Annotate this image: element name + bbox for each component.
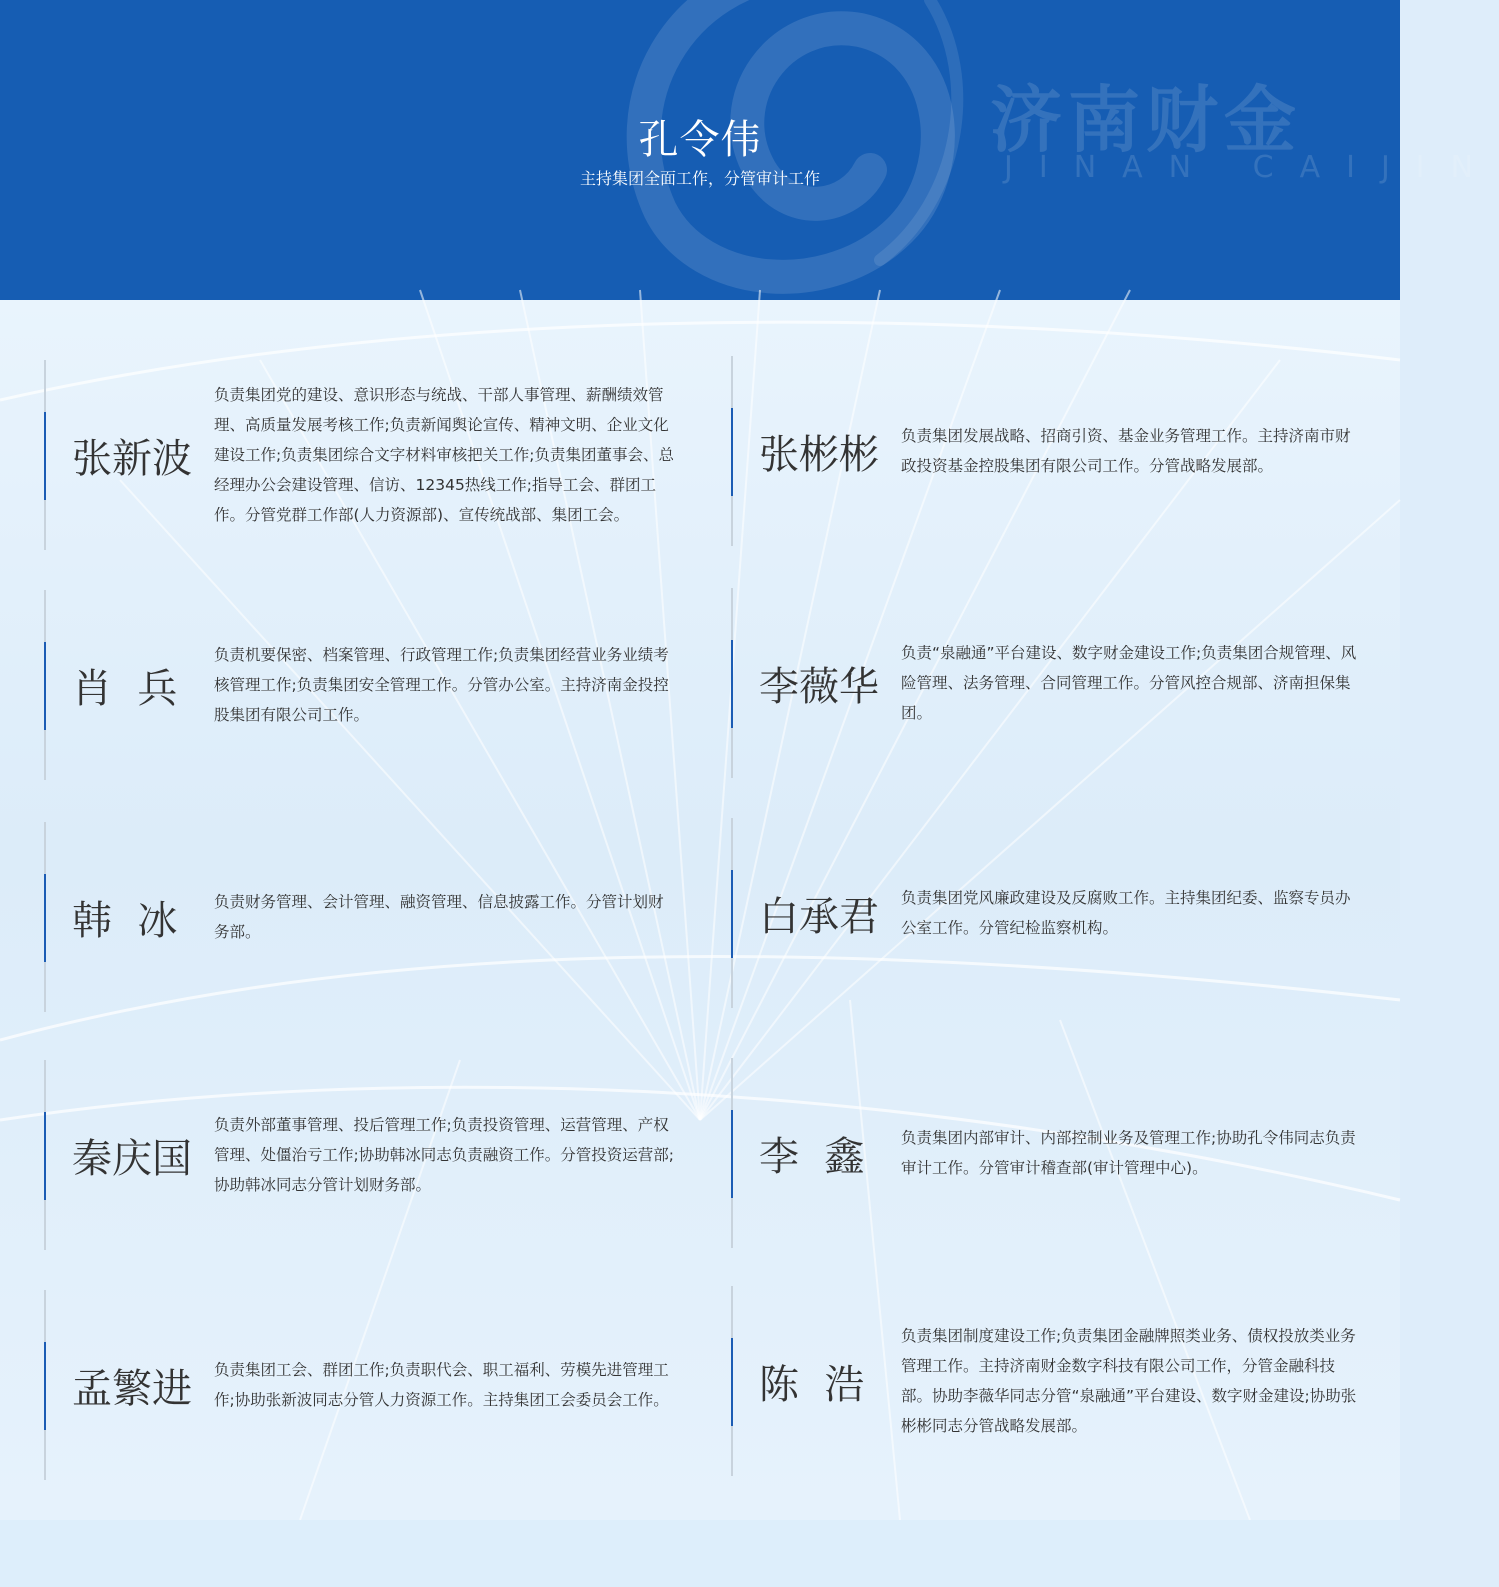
member-name: 秦庆国 [72, 1135, 192, 1182]
member-card [44, 1060, 684, 1250]
brand-watermark-en: JINAN CAIJIN [1004, 150, 1499, 185]
member-name: 张新波 [72, 435, 192, 482]
member-card [731, 588, 1371, 778]
member-card [731, 1286, 1371, 1476]
leader-duty: 主持集团全面工作，分管审计工作 [579, 169, 820, 188]
member-card [44, 590, 684, 780]
member-name: 孟繁进 [72, 1365, 192, 1412]
brand-watermark-cn: 济南财金 [990, 78, 1303, 162]
member-duty: 负责财务管理、会计管理、融资管理、信息披露工作。分管计划财务部。 [214, 893, 664, 941]
member-duty: 负责外部董事管理、投后管理工作;负责投资管理、运营管理、产权管理、处僵治亏工作;协助韩冰同志负责融资工作。分管投资运营部;协助韩冰同志分管计划财务部。 [214, 1116, 674, 1194]
member-card [44, 1290, 684, 1480]
page-footer-band [0, 1520, 1400, 1587]
member-card [44, 822, 684, 1012]
member-name: 陈 浩 [759, 1361, 865, 1408]
member-duty: 负责集团党风廉政建设及反腐败工作。主持集团纪委、监察专员办公室工作。分管纪检监察机构。 [901, 889, 1351, 937]
card-accent-bar [731, 870, 733, 958]
member-card [731, 1058, 1371, 1248]
card-accent-bar [44, 642, 46, 730]
member-card [731, 356, 1371, 546]
member-duty: 负责“泉融通”平台建设、数字财金建设工作;负责集团合规管理、风险管理、法务管理、合同管理工作。分管风控合规部、济南担保集团。 [901, 644, 1357, 722]
member-name: 李薇华 [759, 663, 879, 710]
member-name: 李 鑫 [759, 1133, 865, 1180]
member-name: 张彬彬 [759, 431, 879, 478]
card-accent-bar [731, 640, 733, 728]
member-duty: 负责集团党的建设、意识形态与统战、干部人事管理、薪酬绩效管理、高质量发展考核工作;负责新闻舆论宣传、精神文明、企业文化建设工作;负责集团综合文字材料审核把关工作;负责集团董事会、总经理办公会建设管理、信访、12345热线工作;指导工会、群团工作。分管党群工作部(人力资源部)、宣传统战部、集团工会。 [214, 386, 674, 524]
member-duty: 负责机要保密、档案管理、行政管理工作;负责集团经营业务业绩考核管理工作;负责集团安全管理工作。分管办公室。主持济南金投控股集团有限公司工作。 [214, 646, 669, 724]
member-name: 韩 冰 [72, 897, 178, 944]
card-accent-bar [44, 1112, 46, 1200]
member-duty: 负责集团工会、群团工作;负责职代会、职工福利、劳模先进管理工作;协助张新波同志分管人力资源工作。主持集团工会委员会工作。 [214, 1361, 669, 1409]
header-banner [0, 0, 1499, 300]
member-duty: 负责集团发展战略、招商引资、基金业务管理工作。主持济南市财政投资基金控股集团有限公司工作。分管战略发展部。 [901, 427, 1351, 475]
card-accent-bar [44, 874, 46, 962]
member-name: 白承君 [759, 893, 879, 940]
card-accent-bar [731, 1110, 733, 1198]
member-duty: 负责集团制度建设工作;负责集团金融牌照类业务、债权投放类业务管理工作。主持济南财金数字科技有限公司工作，分管金融科技部。协助李薇华同志分管“泉融通”平台建设、数字财金建设;协助张彬彬同志分管战略发展部。 [901, 1327, 1357, 1435]
card-accent-bar [731, 1338, 733, 1426]
member-name: 肖 兵 [72, 665, 178, 712]
leader-name: 孔令伟 [638, 117, 762, 163]
card-accent-bar [44, 412, 46, 500]
members-section [0, 300, 1400, 1520]
member-duty: 负责集团内部审计、内部控制业务及管理工作;协助孔令伟同志负责审计工作。分管审计稽查部(审计管理中心)。 [901, 1129, 1356, 1177]
card-accent-bar [44, 1342, 46, 1430]
member-card [731, 818, 1371, 1008]
member-card [44, 360, 684, 550]
card-accent-bar [731, 408, 733, 496]
